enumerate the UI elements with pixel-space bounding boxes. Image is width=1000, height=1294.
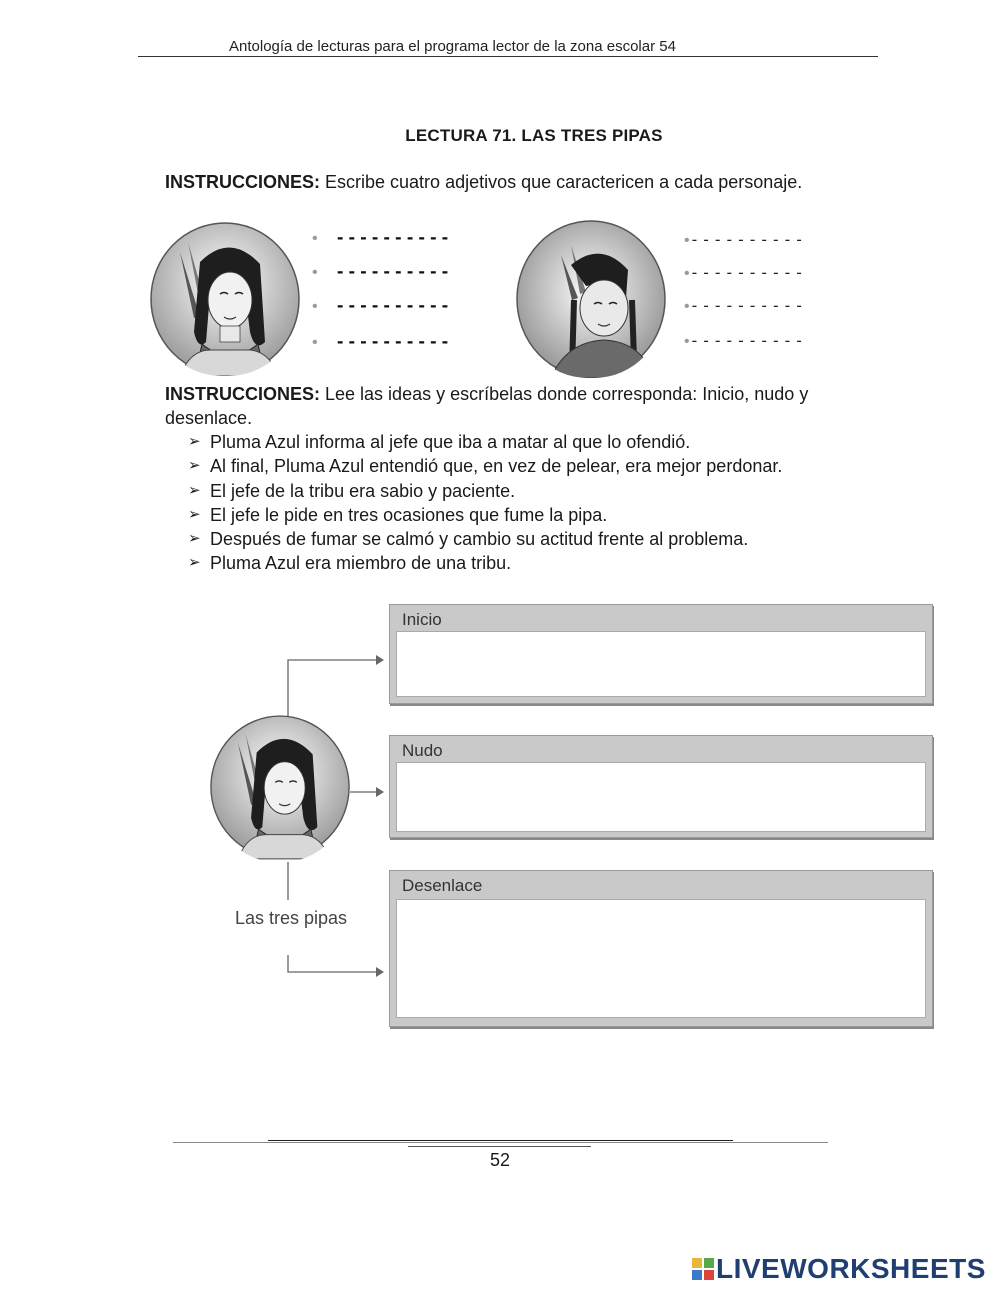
adjective-blank-left-4[interactable]: • ----------	[312, 332, 452, 351]
adjective-blank-right-1[interactable]: •----------	[684, 230, 806, 249]
list-item[interactable]: ➢ Pluma Azul era miembro de una tribu.	[188, 553, 512, 573]
nudo-box	[389, 735, 933, 838]
arrow-bullet-icon: ➢	[188, 433, 201, 450]
page-number: 52	[489, 1150, 511, 1170]
story-title-label: Las tres pipas	[235, 908, 348, 928]
list-item[interactable]: ➢ Después de fumar se calmó y cambio su actitud frente al problema.	[188, 529, 749, 549]
liveworksheets-brand[interactable]: LIVEWORKSHEETS	[716, 1253, 986, 1284]
running-header: Antología de lecturas para el programa lector de la zona escolar 54	[229, 38, 676, 55]
desenlace-answer-field[interactable]	[396, 899, 926, 1018]
inicio-answer-field[interactable]	[396, 631, 926, 697]
reading-title: LECTURA 71. LAS TRES PIPAS	[405, 126, 663, 145]
adjective-blank-right-3[interactable]: •----------	[684, 296, 806, 315]
elder-chief-portrait	[516, 220, 666, 378]
arrow-bullet-icon: ➢	[188, 554, 201, 571]
young-man-portrait	[150, 222, 300, 376]
instructions-label: INSTRUCCIONES:	[165, 384, 321, 404]
list-item[interactable]: ➢ Pluma Azul informa al jefe que iba a matar al que lo ofendió.	[188, 432, 691, 452]
instructions-text: Escribe cuatro adjetivos que caractericen a cada personaje.	[320, 172, 803, 192]
adjective-blank-left-1[interactable]: • ----------	[312, 228, 452, 247]
arrow-bullet-icon: ➢	[188, 457, 201, 474]
list-item[interactable]: ➢ Al final, Pluma Azul entendió que, en vez de pelear, era mejor perdonar.	[188, 456, 783, 476]
story-character-portrait	[210, 712, 350, 862]
footer-rule	[408, 1146, 591, 1147]
adjective-blank-right-2[interactable]: •----------	[684, 263, 806, 282]
adjective-blank-right-4[interactable]: •----------	[684, 331, 806, 350]
adjective-blank-left-2[interactable]: • ----------	[312, 262, 452, 281]
instructions-label: INSTRUCCIONES:	[165, 172, 321, 192]
nudo-label: Nudo	[402, 741, 443, 760]
instructions-text: Lee las ideas y escríbelas donde corresponda: Inicio, nudo y desenlace.	[165, 384, 809, 428]
adjective-blank-left-3[interactable]: • ----------	[312, 296, 452, 315]
instructions-adjectives	[165, 170, 815, 194]
footer-rule	[173, 1142, 828, 1143]
arrow-bullet-icon: ➢	[188, 530, 201, 547]
inicio-box	[389, 604, 933, 704]
arrow-bullet-icon: ➢	[188, 506, 201, 523]
arrow-bullet-icon: ➢	[188, 482, 201, 499]
desenlace-box	[389, 870, 933, 1027]
inicio-label: Inicio	[402, 610, 442, 629]
desenlace-label: Desenlace	[402, 876, 483, 895]
list-item[interactable]: ➢ El jefe de la tribu era sabio y paciente.	[188, 481, 516, 501]
footer-rule	[268, 1140, 733, 1141]
header-rule	[138, 56, 878, 57]
liveworksheets-logo-icon	[692, 1258, 714, 1280]
nudo-answer-field[interactable]	[396, 762, 926, 832]
list-item[interactable]: ➢ El jefe le pide en tres ocasiones que fume la pipa.	[188, 505, 608, 525]
ideas-list	[188, 430, 848, 575]
instructions-story-parts	[165, 382, 815, 430]
